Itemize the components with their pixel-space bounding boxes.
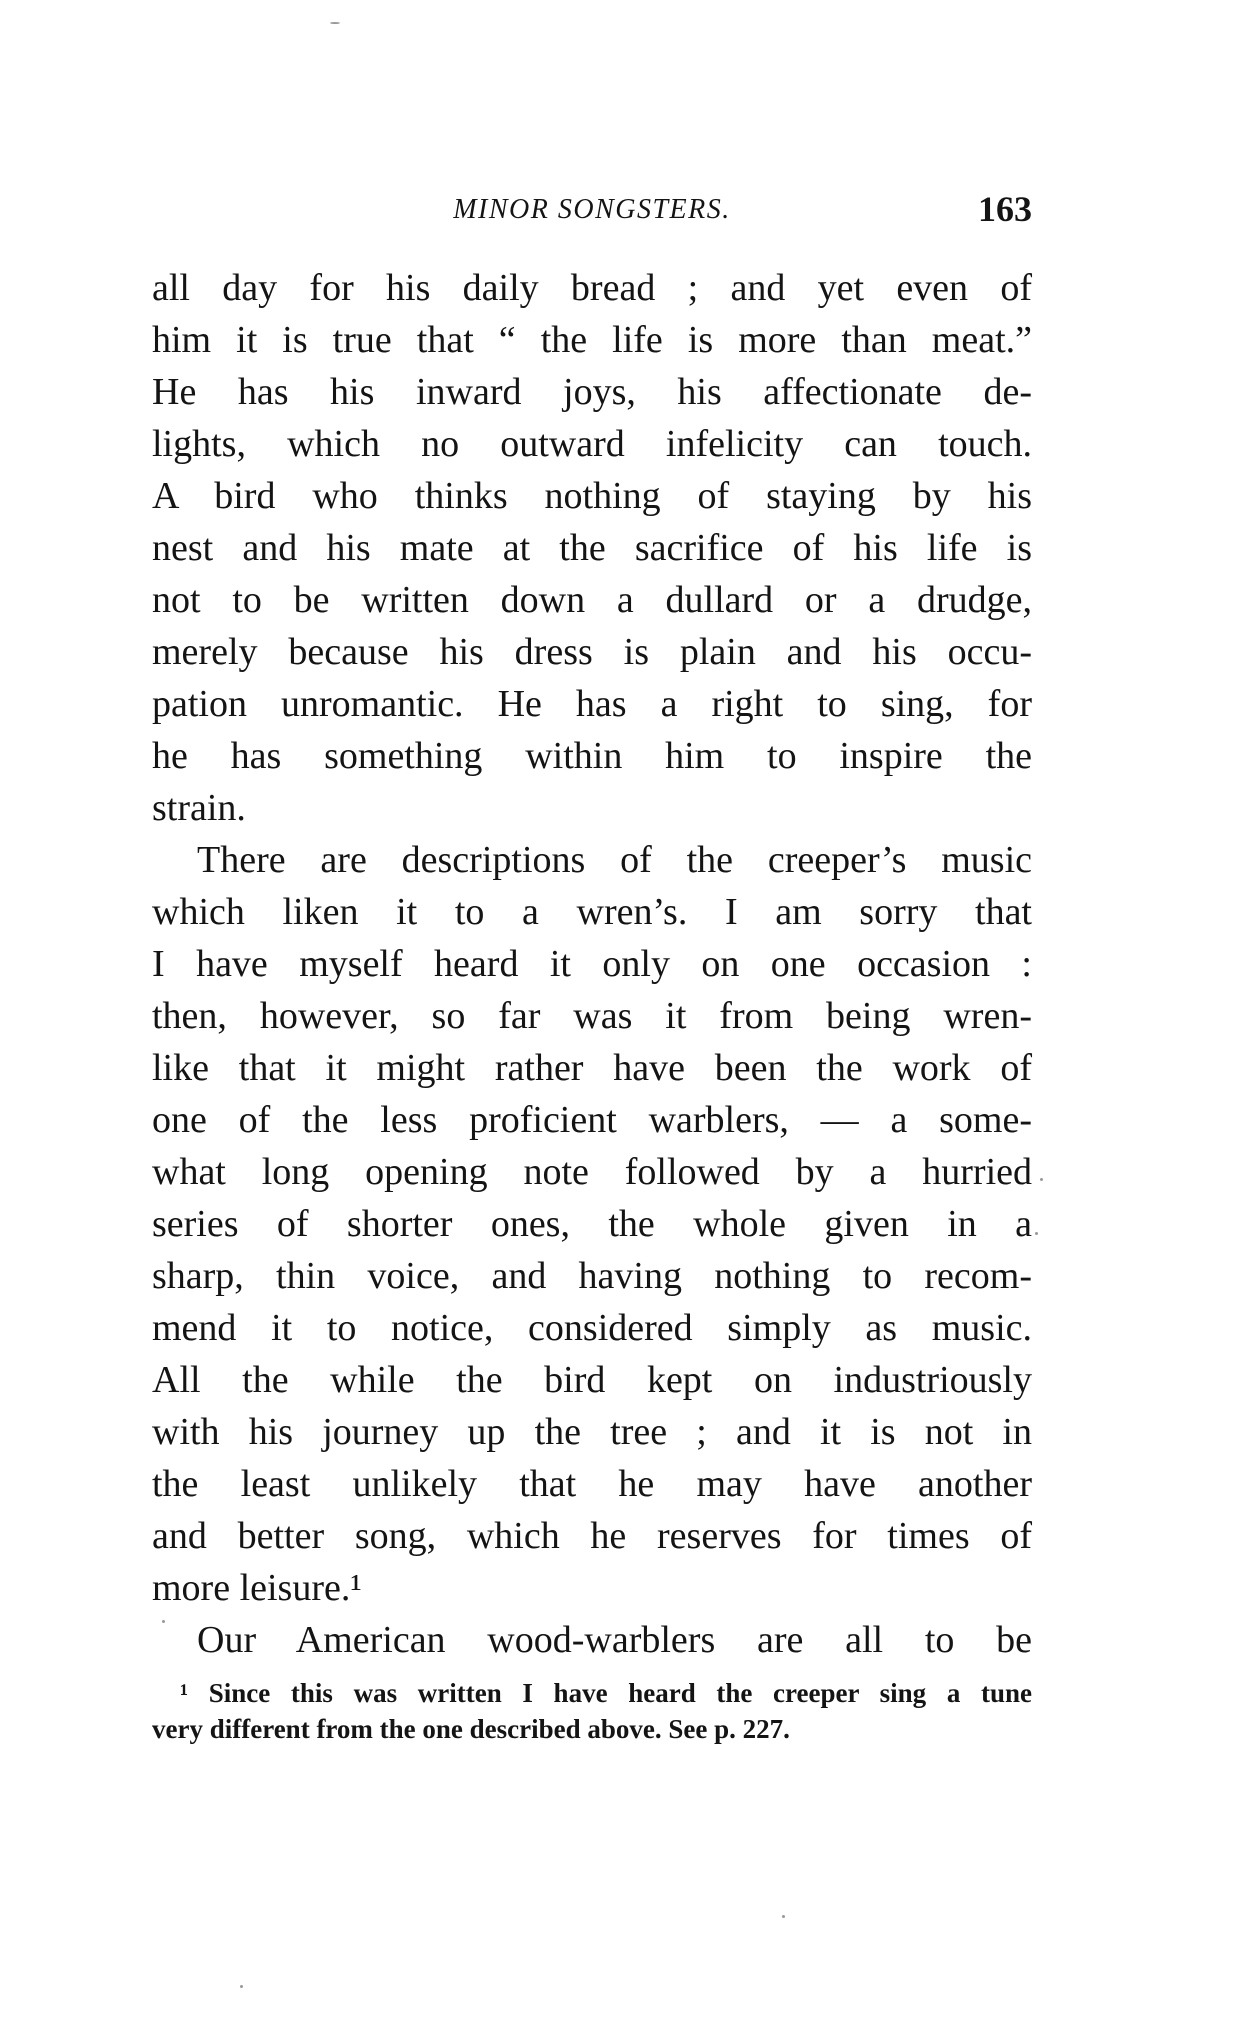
text-line: nest and his mate at the sacrifice of his life is <box>152 527 1032 569</box>
text-line: A bird who thinks nothing of staying by his <box>152 475 1032 517</box>
text-line: more leisure.¹ <box>152 1567 362 1609</box>
text-line: I have myself heard it only on one occasion : <box>152 943 1032 985</box>
text-line: merely because his dress is plain and his occu- <box>152 631 1032 673</box>
footnote <box>152 1675 1032 1747</box>
running-title: MINOR SONGSTERS. <box>453 194 731 225</box>
text-line: series of shorter ones, the whole given in a <box>152 1203 1032 1245</box>
text-line: then, however, so far was it from being wren- <box>152 995 1032 1037</box>
text-line: strain. <box>152 787 246 829</box>
text-line: pation unromantic. He has a right to sing, for <box>152 683 1032 725</box>
text-line: with his journey up the tree ; and it is not in <box>152 1411 1032 1453</box>
text-line: sharp, thin voice, and having nothing to recom- <box>152 1255 1032 1297</box>
scan-speck <box>330 22 340 24</box>
paragraph-start: Our American wood-warblers are all to be <box>197 1619 1032 1661</box>
body-text <box>152 262 1032 1666</box>
scan-speck <box>1035 1232 1038 1235</box>
text-line: him it is true that “ the life is more than meat.” <box>152 319 1032 361</box>
text-line: mend it to notice, considered simply as music. <box>152 1307 1032 1349</box>
text-line: He has his inward joys, his affectionate de- <box>152 371 1032 413</box>
text-line: one of the less proficient warblers, — a some- <box>152 1099 1032 1141</box>
text-line: he has something within him to inspire the <box>152 735 1032 777</box>
paragraph-start: There are descriptions of the creeper’s music <box>197 839 1032 881</box>
footnote-line: ¹ Since this was written I have heard the creeper sing a tune <box>180 1678 1032 1708</box>
text-line: All the while the bird kept on industriously <box>152 1359 1032 1401</box>
page-number: 163 <box>978 189 1032 229</box>
text-line: not to be written down a dullard or a drudge, <box>152 579 1032 621</box>
text-line: like that it might rather have been the work of <box>152 1047 1032 1089</box>
scan-speck <box>162 1620 165 1623</box>
scan-speck <box>782 1915 785 1918</box>
scan-speck <box>240 1985 243 1988</box>
text-line: lights, which no outward infelicity can touch. <box>152 423 1032 465</box>
running-head <box>152 190 1032 240</box>
footnote-line: very different from the one described above. See p. 227. <box>152 1714 790 1744</box>
text-line: the least unlikely that he may have another <box>152 1463 1032 1505</box>
scan-speck <box>1040 1178 1043 1181</box>
text-line: which liken it to a wren’s. I am sorry that <box>152 891 1032 933</box>
text-line: what long opening note followed by a hurried <box>152 1151 1032 1193</box>
text-line: and better song, which he reserves for times of <box>152 1515 1032 1557</box>
text-line: all day for his daily bread ; and yet even of <box>152 267 1032 309</box>
